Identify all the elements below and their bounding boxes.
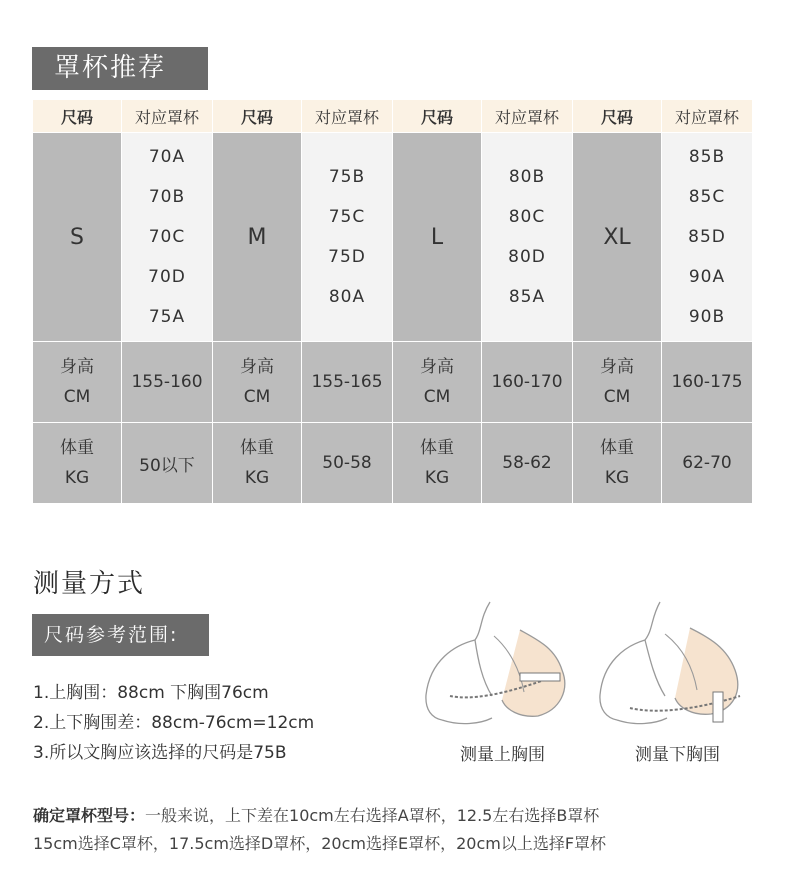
cup-value: 85C <box>688 187 726 207</box>
cup-note <box>33 802 763 858</box>
under-bust-caption: 测量下胸围 <box>635 745 720 765</box>
height-value: 155-160 <box>122 342 213 423</box>
note-line-1: 一般来说，上下差在10cm左右选择A罩杯，12.5左右选择B罩杯 <box>145 806 600 825</box>
weight-unit: KG <box>244 468 270 488</box>
size-label: S <box>33 133 122 342</box>
height-unit: CM <box>243 387 271 407</box>
weight-value: 50以下 <box>122 423 213 504</box>
cup-value: 70B <box>148 187 186 207</box>
cup-value: 70D <box>148 267 186 287</box>
cup-value: 85B <box>688 147 726 167</box>
weight-label <box>573 423 662 504</box>
cup-list <box>122 133 213 342</box>
weight-label <box>393 423 482 504</box>
height-value: 160-170 <box>482 342 573 423</box>
upper-bust-caption: 测量上胸围 <box>460 745 545 765</box>
step-item: 1.上胸围：88cm 下胸围76cm <box>33 683 269 703</box>
height-value: 155-165 <box>302 342 393 423</box>
cup-value: 90B <box>688 307 726 327</box>
weight-unit: KG <box>604 468 630 488</box>
table-header-row <box>33 100 753 133</box>
header-cup: 对应罩杯 <box>662 100 753 133</box>
measure-title: 测量方式 <box>33 569 146 599</box>
cup-list <box>302 133 393 342</box>
cup-value: 75A <box>148 307 186 327</box>
cup-value: 75D <box>328 247 366 267</box>
weight-label-text: 体重 <box>240 438 274 458</box>
reference-tag: 尺码参考范围: <box>32 614 209 656</box>
header-size: 尺码 <box>393 100 482 133</box>
cup-value: 85D <box>688 227 726 247</box>
cup-value: 80B <box>508 167 546 187</box>
header-size: 尺码 <box>213 100 302 133</box>
weight-value: 58-62 <box>482 423 573 504</box>
height-unit: CM <box>603 387 631 407</box>
cup-value: 80A <box>328 287 366 307</box>
height-label-text: 身高 <box>600 357 634 377</box>
cup-value: 85A <box>508 287 546 307</box>
cup-value: 80C <box>508 207 546 227</box>
step-item: 2.上下胸围差：88cm-76cm=12cm <box>33 713 315 733</box>
cup-value: 80D <box>508 247 546 267</box>
cup-value: 90A <box>688 267 726 287</box>
size-label: L <box>393 133 482 342</box>
header-size: 尺码 <box>33 100 122 133</box>
size-table <box>32 99 753 504</box>
height-row <box>33 342 753 423</box>
height-label-text: 身高 <box>420 357 454 377</box>
height-label-text: 身高 <box>240 357 274 377</box>
height-unit: CM <box>423 387 451 407</box>
weight-unit: KG <box>64 468 90 488</box>
step-item: 3.所以文胸应该选择的尺码是75B <box>33 743 287 763</box>
weight-label-text: 体重 <box>420 438 454 458</box>
section-title: 罩杯推荐 <box>32 47 208 90</box>
height-label <box>573 342 662 423</box>
weight-label-text: 体重 <box>600 438 634 458</box>
weight-label-text: 体重 <box>60 438 94 458</box>
cup-value: 70A <box>148 147 186 167</box>
cup-value: 75C <box>328 207 366 227</box>
header-cup: 对应罩杯 <box>122 100 213 133</box>
size-label: XL <box>573 133 662 342</box>
header-cup: 对应罩杯 <box>302 100 393 133</box>
height-label <box>213 342 302 423</box>
weight-value: 62-70 <box>662 423 753 504</box>
weight-label <box>33 423 122 504</box>
cup-value: 70C <box>148 227 186 247</box>
header-size: 尺码 <box>573 100 662 133</box>
cup-row <box>33 133 753 342</box>
cup-list <box>482 133 573 342</box>
note-line-2: 15cm选择C罩杯，17.5cm选择D罩杯，20cm选择E罩杯，20cm以上选择F罩杯 <box>33 834 607 853</box>
height-label-text: 身高 <box>60 357 94 377</box>
steps-list <box>33 678 314 768</box>
upper-bust-illustration <box>420 600 585 730</box>
height-label <box>393 342 482 423</box>
note-lead: 确定罩杯型号： <box>33 806 146 825</box>
height-label <box>33 342 122 423</box>
size-label: M <box>213 133 302 342</box>
height-value: 160-175 <box>662 342 753 423</box>
under-bust-illustration <box>595 600 760 730</box>
cup-list <box>662 133 753 342</box>
weight-unit: KG <box>424 468 450 488</box>
weight-label <box>213 423 302 504</box>
cup-value: 75B <box>328 167 366 187</box>
header-cup: 对应罩杯 <box>482 100 573 133</box>
height-unit: CM <box>63 387 91 407</box>
weight-row <box>33 423 753 504</box>
weight-value: 50-58 <box>302 423 393 504</box>
